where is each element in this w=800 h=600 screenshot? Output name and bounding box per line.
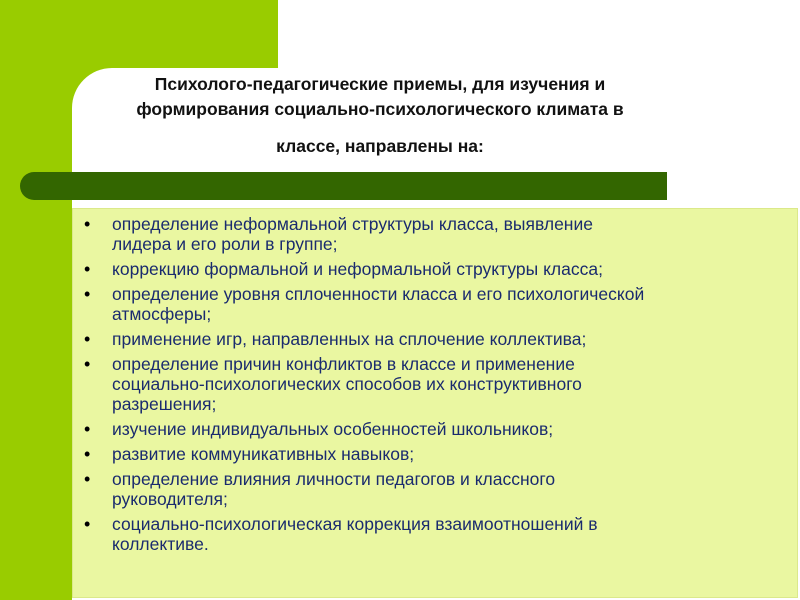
title-line-3: классе, направлены на:	[276, 136, 484, 156]
bullet-icon: •	[84, 284, 91, 304]
bullet-icon: •	[84, 514, 91, 534]
list-item-line: коррекцию формальной и неформальной структуры класса;	[112, 259, 603, 279]
list-item	[84, 214, 794, 254]
list-item-line: определение причин конфликтов в классе и применение	[112, 354, 575, 374]
bullet-icon: •	[84, 444, 91, 464]
decorative-dark-green-bar	[20, 172, 667, 200]
list-item	[84, 444, 794, 464]
list-item	[84, 329, 794, 349]
bullet-icon: •	[84, 354, 91, 374]
list-item	[84, 514, 794, 554]
bullet-icon: •	[84, 329, 91, 349]
list-item-line: определение влияния личности педагогов и классного	[112, 469, 556, 489]
list-item-line: определение уровня сплоченности класса и его психологической	[112, 284, 645, 304]
list-item	[84, 354, 794, 414]
list-item	[84, 284, 794, 324]
bullet-icon: •	[84, 469, 91, 489]
list-item-line: разрешения;	[112, 394, 217, 414]
title-line-1: Психолого-педагогические приемы, для изучения и	[154, 74, 606, 94]
bullet-icon: •	[84, 259, 91, 279]
list-item-line: изучение индивидуальных особенностей школьников;	[112, 419, 554, 439]
bullet-list	[84, 214, 794, 559]
list-item-line: социально-психологических способов их конструктивного	[112, 374, 582, 394]
slide-title	[100, 72, 660, 159]
bullet-icon: •	[84, 419, 91, 439]
title-line-2: формирования социально-психологического климата в	[136, 99, 624, 119]
decorative-green-stripe-left	[0, 0, 72, 600]
list-item	[84, 419, 794, 439]
list-item	[84, 259, 794, 279]
list-item-line: определение неформальной структуры класса, выявление	[112, 214, 593, 234]
list-item-line: лидера и его роли в группе;	[112, 234, 338, 254]
bullet-icon: •	[84, 214, 91, 234]
list-item-line: атмосферы;	[112, 304, 212, 324]
list-item-line: применение игр, направленных на сплочение коллектива;	[112, 329, 587, 349]
list-item	[84, 469, 794, 509]
list-item-line: социально-психологическая коррекция взаимоотношений в	[112, 514, 598, 534]
list-item-line: коллективе.	[112, 534, 209, 554]
list-item-line: руководителя;	[112, 489, 228, 509]
list-item-line: развитие коммуникативных навыков;	[112, 444, 415, 464]
